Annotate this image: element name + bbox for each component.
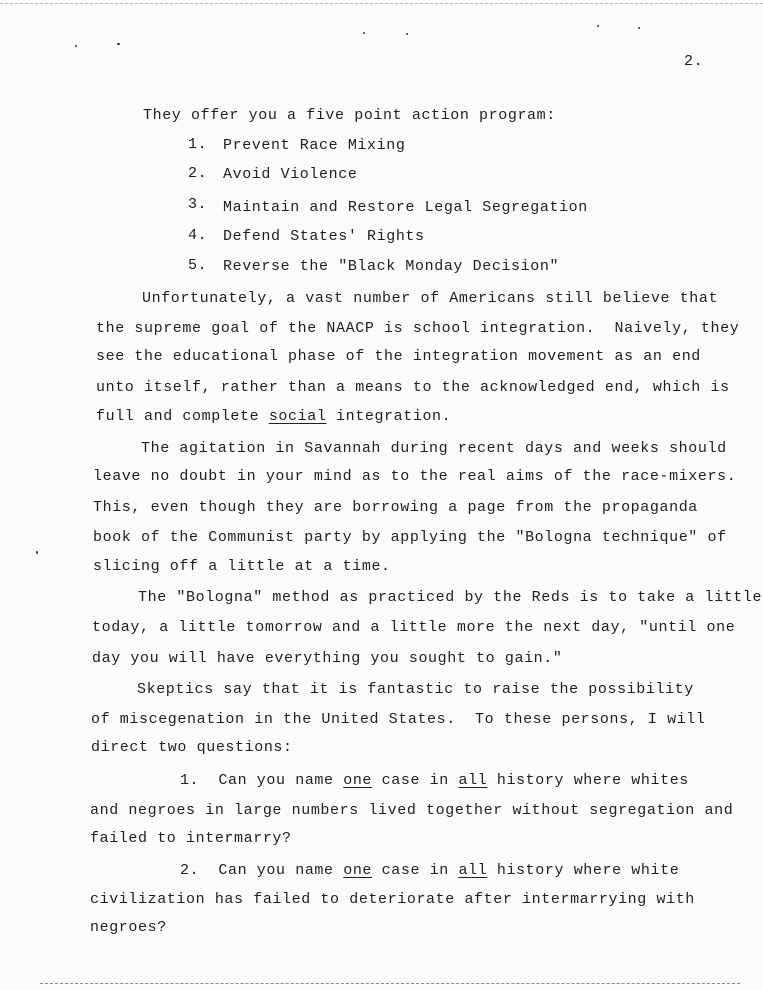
question-number: 1. [180, 772, 200, 789]
program-item-text: Prevent Race Mixing [223, 137, 406, 154]
text-run: Can you name [218, 772, 344, 789]
underlined-word: one [343, 862, 373, 879]
underlined-word: social [268, 408, 327, 425]
question-number: 2. [180, 862, 200, 879]
program-item-text: Defend States' Rights [223, 228, 425, 245]
paragraph-line: Skeptics say that it is fantastic to raise the possibility [137, 681, 694, 698]
paragraph-line: book of the Communist party by applying the "Bologna technique" of [93, 529, 727, 546]
page-number: 2. [684, 53, 704, 70]
paragraph-line: The "Bologna" method as practiced by the Reds is to take a little [138, 589, 763, 606]
speck [117, 43, 120, 45]
program-item-number: 5. [188, 257, 208, 274]
question-line: failed to intermarry? [90, 830, 292, 847]
top-edge-dashes [0, 3, 763, 4]
text-run: integration. [326, 408, 452, 425]
program-item-text: Reverse the "Black Monday Decision" [223, 258, 560, 275]
question-line: negroes? [90, 919, 167, 936]
speck [638, 27, 640, 29]
speck [36, 551, 38, 554]
program-item-text: Avoid Violence [223, 166, 358, 183]
question-line: and negroes in large numbers lived together without segregation and [90, 802, 734, 819]
paragraph-line: the supreme goal of the NAACP is school integration. Naively, they [96, 320, 740, 337]
question-line [180, 862, 679, 880]
text-run: case in [372, 862, 459, 879]
speck [75, 45, 77, 47]
paragraph-line: slicing off a little at a time. [93, 558, 391, 575]
paragraph-line: of miscegenation in the United States. To these persons, I will [91, 711, 706, 728]
paragraph-line: today, a little tomorrow and a little more the next day, "until one [92, 619, 736, 636]
program-item-number: 3. [188, 196, 208, 213]
intro-line: They offer you a five point action program: [143, 107, 556, 124]
paragraph-line: unto itself, rather than a means to the acknowledged end, which is [96, 379, 730, 396]
paragraph-line: day you will have everything you sought to gain." [92, 650, 563, 667]
speck [363, 32, 365, 34]
program-item-number: 4. [188, 227, 208, 244]
paragraph-line: see the educational phase of the integration movement as an end [96, 348, 701, 365]
text-run: history where whites [487, 772, 689, 789]
underlined-word: one [343, 772, 373, 789]
speck [597, 25, 599, 27]
program-item-number: 2. [188, 165, 208, 182]
underlined-word: all [458, 862, 488, 879]
bottom-edge-dashes [40, 983, 740, 984]
program-item-number: 1. [188, 136, 208, 153]
speck [406, 33, 408, 35]
text-run: history where white [487, 862, 680, 879]
paragraph-line: This, even though they are borrowing a page from the propaganda [93, 499, 698, 516]
paragraph-line: Unfortunately, a vast number of Americans still believe that [142, 290, 719, 307]
question-line: civilization has failed to deteriorate after intermarrying with [90, 891, 695, 908]
paragraph-line: direct two questions: [91, 739, 293, 756]
underlined-word: all [458, 772, 488, 789]
paragraph-line: The agitation in Savannah during recent days and weeks should [141, 440, 727, 457]
program-item-text: Maintain and Restore Legal Segregation [223, 199, 588, 216]
text-run: full and complete [96, 408, 269, 425]
paragraph-line: leave no doubt in your mind as to the real aims of the race-mixers. [93, 468, 737, 485]
question-line [180, 772, 689, 790]
paragraph-line [96, 408, 451, 426]
text-run: Can you name [218, 862, 344, 879]
text-run: case in [372, 772, 459, 789]
